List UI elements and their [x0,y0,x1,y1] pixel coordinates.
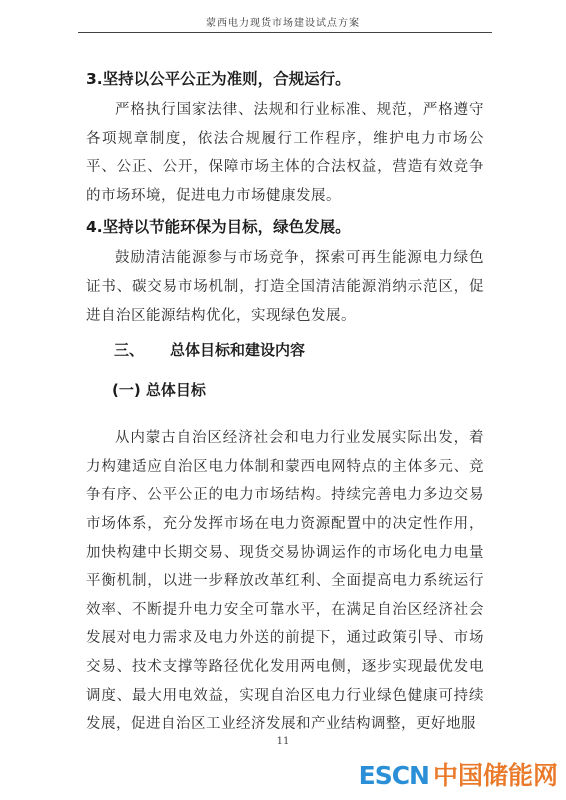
principle-4-paragraph: 鼓励清洁能源参与市场竞争，探索可再生能源电力绿色证书、碳交易市场机制，打造全国清洁能源消纳示范区，促进自治区能源结构优化，实现绿色发展。 [86,250,484,324]
overall-goal-paragraph: 从内蒙古自治区经济社会和电力行业发展实际出发，着力构建适应自治区电力体制和蒙西电网特点的主体多元、竞争有序、公平公正的电力市场结构。持续完善电力多边交易市场体系，充分发挥市场在电力资源配置中的决定性作用，加快构建中长期交易、现货交易协调运作的市场化电力电量平衡机制，以进一步释放改革红利、全面提高电力系统运行效率、不断提升电力安全可靠水平，在满足自治区经济社会发展对电力需求及电力外送的前提下，通过政策引导、市场交易、技术支撑等路径优化发用两电侧，逐步实现最优发电调度、最大用电效益，实现自治区电力行业绿色健康可持续发展，促进自治区工业经济发展和产业结构调整，更好地服 [86,430,484,733]
section-number: 三、 [114,341,145,360]
section-heading [86,332,484,368]
principle-3-heading: 3.坚持以公平公正为准则，合规运行。 [86,70,351,88]
running-header: 蒙西电力现货市场建设试点方案 [206,18,360,29]
watermark-latin: ESCN [358,761,429,790]
header-divider [78,32,492,33]
section-title: 总体目标和建设内容 [170,341,306,360]
page-number: 11 [276,736,290,747]
subsection-heading: (一) 总体目标 [112,381,206,400]
page-body [86,62,484,739]
escn-watermark-logo [359,756,558,792]
principle-3-paragraph: 严格执行国家法律、法规和行业标准、规范，严格遵守各项规章制度，依法合规履行工作程序，维护电力市场公平、公正、公开，保障市场主体的合法权益，营造有效竞争的市场环境，促进电力市场健康发展。 [86,102,484,204]
principle-4-heading: 4.坚持以节能环保为目标，绿色发展。 [86,218,351,237]
watermark-chinese: 中国储能网 [432,761,558,790]
